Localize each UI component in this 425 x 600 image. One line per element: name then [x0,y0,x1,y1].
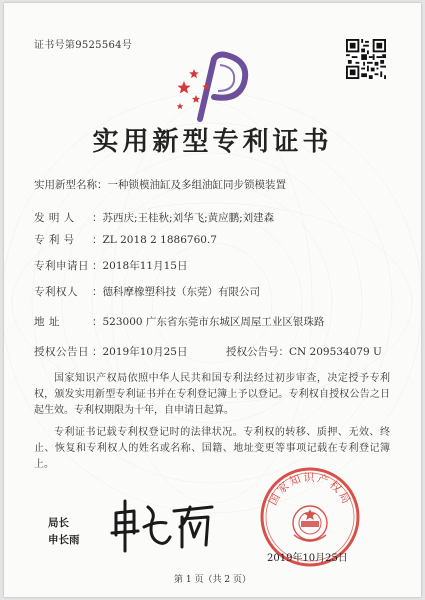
field-label: 授权公告日 [34,346,89,358]
field-value: 一种锁模油缸及多组油缸同步锁模装置 [107,179,286,191]
field-value: 2019年10月25日 [102,346,188,358]
paragraph-legal-status: 专利证书记载专利权登记时的法律状况。专利权的转移、质押、无效、终止、恢复和专利权人的姓名或名称、国籍、地址变更等事项记载在专利登记簿上。 [34,427,390,470]
field-colon: ： [92,286,103,298]
field-colon: ： [278,346,289,358]
signature-name: 申长雨 [48,534,80,546]
field-label: 授权公告号 [226,346,279,358]
field-label: 专 利 号 [34,234,75,246]
certificate-title: 实用新型专利证书 [92,127,333,157]
field-colon: ： [92,260,103,272]
field-filing-date [34,258,187,273]
field-value: 523000 广东省东莞市东城区周屋工业区银珠路 [102,316,325,328]
handwritten-signature-icon [108,493,218,555]
qr-code-icon [346,39,386,79]
certificate-page [4,3,421,597]
field-grant-number [226,344,382,359]
field-patent-holder [34,284,260,299]
field-label: 实用新型名称 [34,179,97,191]
field-value: CN 209534079 U [289,346,382,358]
svg-text:国家知识产权局 [266,471,353,508]
field-patent-number [34,232,217,247]
field-value: 2018年11月15日 [102,260,188,272]
certificate-number: 证书号第9525564号 [34,40,133,51]
field-value: ZL 2018 2 1886760.7 [102,234,217,246]
signature-title: 局长 [48,517,69,529]
field-inventor [34,210,274,225]
field-label: 地 址 [34,316,60,328]
paragraph-grant-statement: 国家知识产权局依照中华人民共和国专利法经过初步审查，决定授予专利权，颁发实用新型专利证书并在专利登记簿上予以登记。专利权自授权公告之日起生效。专利权期限为十年，自申请日起算。 [34,373,390,416]
field-colon: ： [92,316,103,328]
field-value: 德科摩橡塑科技（东莞）有限公司 [102,286,260,298]
seal-text: 国家知识产权局 [266,471,354,508]
field-colon: ： [92,212,103,224]
field-label: 专利申请日 [34,260,89,272]
seal-date: 2019年10月25日 [267,553,348,564]
field-utility-model-name [34,177,286,192]
field-colon: ： [92,346,103,358]
field-address [34,314,324,329]
field-value: 苏西庆;王桂秋;刘华飞;黄应鹏;刘建森 [102,212,275,224]
page-number: 第 1 页（共 2 页） [174,575,251,585]
field-colon: ： [92,234,103,246]
field-label: 发 明 人 [34,212,75,224]
cnipa-logo-icon [170,51,260,123]
field-grant-date [34,344,187,359]
field-colon: ： [97,179,108,191]
field-label: 专利权人 [34,286,78,298]
